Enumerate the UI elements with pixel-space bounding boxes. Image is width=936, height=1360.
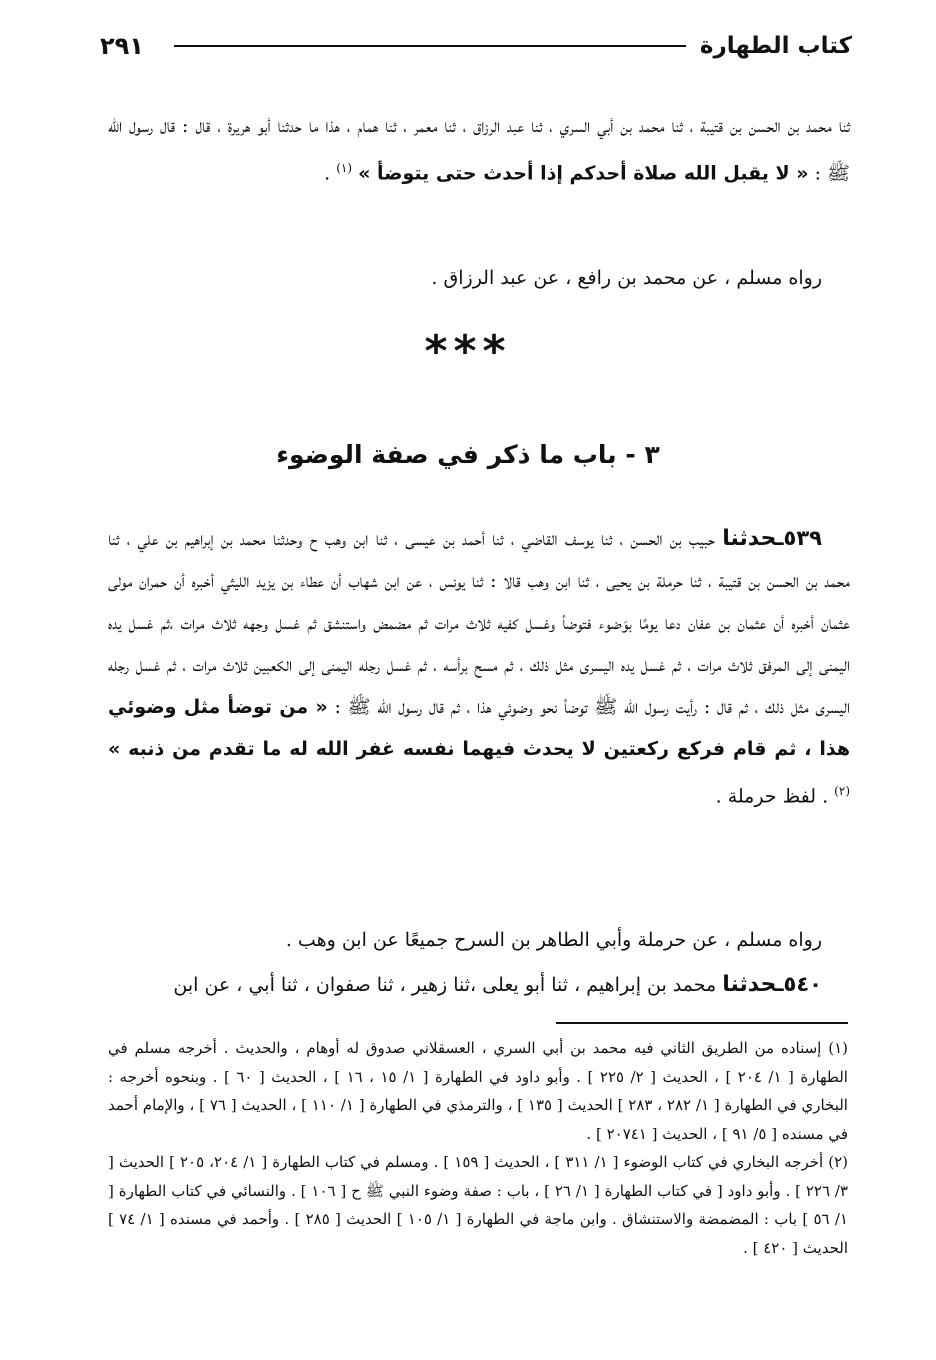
footnote-ref-1: (١): [336, 161, 353, 175]
hadith-number-540: ٥٤٠ـ: [776, 972, 822, 996]
haddathana-keyword: حدثنا: [722, 972, 777, 997]
hadith-539-text: حبيب بن الحسن ، ثنا يوسف القاضي ، ثنا أحمد بن عيسى ، ثنا ابن وهب ح وحدثنا محمد بن إبراهيم بن علي ، ثنا محمد بن الحسن بن قتيبة ، ثنا حرملة بن يحيى ، ثنا ابن وهب قالا : ثنا يونس ، عن ابن شهاب أن عطاء بن يزيد الليثي أخبره أن حمران مولى عثمان أخبره أن عثمان بن عفان دعا يومًا بوَضوء فتوضأ وغسل كفيه ثلاث مرات ثم مضمض واستنشق ثم غسل وجهه ثلاث مرات ،ثم غسل يده اليمنى إلى المرفق ثلاث مرات ، ثم غسل يده اليسرى مثل ذلك ، ثم مسح برأسه ، ثم غسل رجله اليمنى إلى الكعبين ثلاث مرات ، ثم غسل رجله اليسرى مثل ذلك ، ثم قال : رأيت رسول الله ﷺ توضأ نحو وضوئي هذا ، ثم قال رسول الله ﷺ :: [108, 528, 850, 718]
prophetic-quote: « لا يقبل الله صلاة أحدكم إذا أحدث حتى يتوضأ »: [358, 162, 809, 185]
header-rule: [174, 45, 686, 47]
prophetic-quote-539: « من توضأ مثل وضوئي هذا ، ثم قام فركع ركعتين لا يحدث فيهما نفسه غفر الله له ما تقدم من ذنبه »: [108, 696, 850, 760]
section-heading: ٣ - باب ما ذكر في صفة الوضوء: [276, 440, 660, 469]
footnote-rule: [556, 1022, 848, 1024]
footnote-1: (١) إسناده من الطريق الثاني فيه محمد بن أبي السري ، العسقلاني صدوق له أوهام ، والحديث . أخرجه مسلم في الطهارة [ ١/ ٢٠٤ ] ، الحديث [ ٢/ ٢٢٥ ] . وأبو داود في الطهارة [ ١/ ١٥ ، ١٦ ] ، الحديث [ ٦٠ ] . وبنحوه أخرجه : البخاري في الطهارة [ ١/ ٢٨٢ ، ٢٨٣ ] الحديث [ ١٣٥ ] ، والترمذي في الطهارة [ ١/ ١١٠ ] ، الحديث [ ٧٦ ] ، والإمام أحمد في مسنده [ ٥/ ٩١ ] ، الحديث [ ٢٠٧٤١ ] .: [108, 1039, 848, 1143]
hadith-continuation: [108, 105, 850, 194]
section-separator: ***: [424, 326, 512, 377]
footnote-ref-2: (٢): [834, 784, 850, 798]
footnote-2: (٢) أخرجه البخاري في كتاب الوضوء [ ١/ ٣١١ ] ، الحديث [ ١٥٩ ] . ومسلم في كتاب الطهارة [ ١/ ٢٠٤، ٢٠٥ ] الحديث [ ٣/ ٢٢٦ ] . وأبو داود [ في كتاب الطهارة [ ١/ ٢٦ ] ، باب : صفة وضوء النبي ﷺ ح [ ١٠٦ ] . والنسائي في كتاب الطهارة [ ١/ ٥٦ ] باب : المضمضة والاستنشاق . وابن ماجة في الطهارة [ ١/ ١٠٥ ] الحديث [ ٢٨٥ ] . وأحمد في مسنده [ ١/ ٧٤ ] الحديث [ ٤٢٠ ] .: [108, 1153, 849, 1257]
hadith-539-end: . لفظ حرملة .: [715, 785, 835, 808]
hadith-540-text: محمد بن إبراهيم ، ثنا أبو يعلى ،ثنا زهير ، ثنا صفوان ، ثنا أبي ، عن ابن: [173, 974, 723, 996]
hadith-continuation-text: ثنا محمد بن الحسن بن قتيبة ، ثنا محمد بن أبي السري ، ثنا عبد الرزاق ، ثنا معمر ، ثنا همام ، هذا ما حدثنا أبو هريرة ، قال : قال رسول الله ﷺ :: [108, 115, 850, 185]
hadith-539: [108, 517, 850, 817]
page-number: ٢٩١: [100, 32, 144, 60]
riwaya-note-539: رواه مسلم ، عن حرملة وأبي الطاهر بن السرح جميعًا عن ابن وهب .: [285, 929, 822, 951]
haddathana-keyword: حدثنا: [722, 526, 777, 551]
hadith-540: [108, 963, 850, 1006]
hadith-number-539: ٥٣٩ـ: [776, 526, 822, 550]
hadith-continuation-end: .: [324, 162, 337, 185]
chapter-title: كتاب الطهارة: [699, 33, 852, 59]
page-header: [100, 26, 852, 66]
footnotes: [108, 1034, 848, 1262]
riwaya-note-1: رواه مسلم ، عن محمد بن رافع ، عن عبد الرزاق .: [431, 267, 822, 289]
